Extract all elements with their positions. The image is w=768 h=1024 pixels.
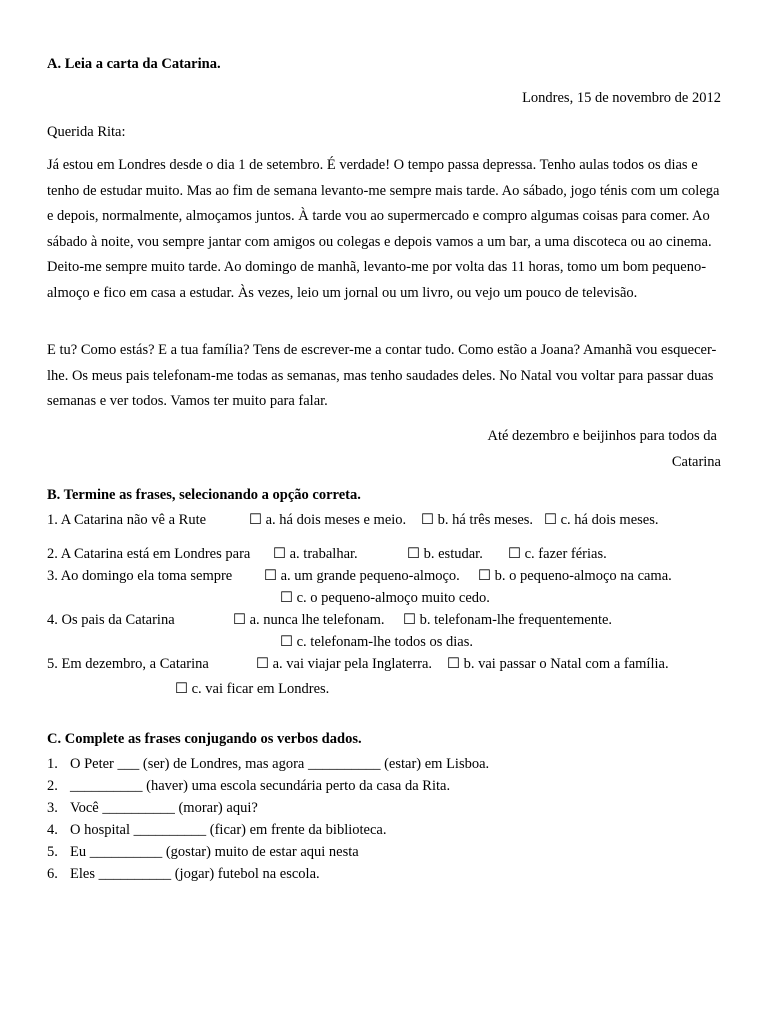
question-4-option-c[interactable]: ☐ c. telefonam-lhe todos os dias. (280, 634, 473, 650)
question-4-option-a[interactable]: ☐ a. nunca lhe telefonam. (233, 612, 385, 628)
exercise-5-text[interactable]: Eu __________ (gostar) muito de estar aqui nesta (70, 844, 359, 860)
exercise-6-number: 6. (47, 866, 58, 882)
letter-greeting: Querida Rita: (47, 124, 126, 140)
question-4-option-b[interactable]: ☐ b. telefonam-lhe frequentemente. (403, 612, 613, 628)
letter-paragraph-2: E tu? Como estás? E a tua família? Tens de escrever-me a contar tudo. Como estão a Joana? Amanhã vou esquecer-lhe. Os meus pais telefonam-me todas as semanas, mas tenho saudades deles. No Natal vou voltar para passar duas semanas e ver todos. Vamos ter muito para falar. (47, 342, 717, 409)
exercise-4-number: 4. (47, 822, 58, 838)
letter-date: Londres, 15 de novembro de 2012 (522, 90, 721, 106)
question-3-prompt: 3. Ao domingo ela toma sempre (47, 568, 233, 584)
letter-signature: Catarina (671, 454, 721, 470)
section-c-heading: C. Complete as frases conjugando os verbos dados. (47, 731, 362, 747)
exercise-2-number: 2. (47, 778, 58, 794)
question-2-option-b[interactable]: ☐ b. estudar. (407, 546, 483, 562)
question-2-prompt: 2. A Catarina está em Londres para (47, 546, 251, 562)
exercise-6-text[interactable]: Eles __________ (jogar) futebol na escola. (70, 866, 320, 882)
question-3-option-b[interactable]: ☐ b. o pequeno-almoço na cama. (478, 568, 672, 584)
question-4-prompt: 4. Os pais da Catarina (47, 612, 175, 628)
question-5-prompt: 5. Em dezembro, a Catarina (47, 656, 209, 672)
question-2-option-a[interactable]: ☐ a. trabalhar. (273, 546, 358, 562)
exercise-3-number: 3. (47, 800, 58, 816)
question-5-option-b[interactable]: ☐ b. vai passar o Natal com a família. (447, 656, 669, 672)
question-5-option-c[interactable]: ☐ c. vai ficar em Londres. (175, 681, 330, 697)
question-3-option-c[interactable]: ☐ c. o pequeno-almoço muito cedo. (280, 590, 490, 606)
section-a-heading: A. Leia a carta da Catarina. (47, 56, 221, 72)
exercise-1-text[interactable]: O Peter ___ (ser) de Londres, mas agora __________ (estar) em Lisboa. (70, 756, 490, 772)
question-5-option-a[interactable]: ☐ a. vai viajar pela Inglaterra. (256, 656, 433, 672)
question-1-option-a[interactable]: ☐ a. há dois meses e meio. (249, 512, 407, 528)
exercise-5-number: 5. (47, 844, 58, 860)
question-1-option-b[interactable]: ☐ b. há três meses. (421, 512, 534, 528)
letter-paragraph-1: Já estou em Londres desde o dia 1 de setembro. É verdade! O tempo passa depressa. Tenho aulas todos os dias e tenho de estudar muito. Mas ao fim de semana levanto-me sempre mais tarde. Ao sábado, jogo ténis com um colega e depois, normalmente, almoçamos juntos. À tarde vou ao supermercado e compro algumas coisas para comer. Ao sábado à noite, vou sempre jantar com amigos ou colegas e depois vamos a um bar, a uma discoteca ou ao cinema. Deito-me sempre muito tarde. Ao domingo de manhã, levanto-me por volta das 11 horas, tomo um bom pequeno-almoço e fico em casa a estudar. Às vezes, leio um jornal ou um livro, ou vejo um pouco de televisão. (47, 157, 720, 301)
question-1-prompt: 1. A Catarina não vê a Rute (47, 512, 207, 528)
exercise-4-text[interactable]: O hospital __________ (ficar) em frente da biblioteca. (70, 822, 387, 838)
exercise-1-number: 1. (47, 756, 58, 772)
question-3-option-a[interactable]: ☐ a. um grande pequeno-almoço. (264, 568, 460, 584)
section-b-heading: B. Termine as frases, selecionando a opção correta. (47, 487, 361, 503)
letter-closing: Até dezembro e beijinhos para todos da (487, 428, 717, 444)
exercise-2-text[interactable]: __________ (haver) uma escola secundária perto da casa da Rita. (70, 778, 451, 794)
question-2-option-c[interactable]: ☐ c. fazer férias. (508, 546, 607, 562)
exercise-3-text[interactable]: Você __________ (morar) aqui? (70, 800, 258, 816)
question-1-option-c[interactable]: ☐ c. há dois meses. (544, 512, 659, 528)
